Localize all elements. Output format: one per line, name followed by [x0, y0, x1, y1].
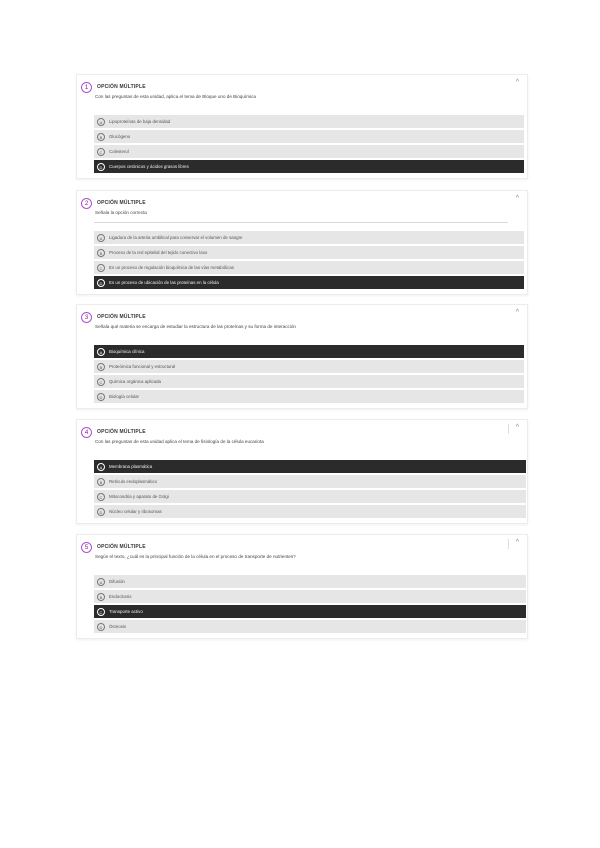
collapse-chevron-icon[interactable]: ^ [515, 424, 519, 431]
collapse-chevron-icon[interactable]: ^ [515, 539, 519, 546]
option-b[interactable] [94, 475, 526, 488]
option-letter-icon: A [97, 578, 105, 586]
option-d[interactable] [94, 505, 526, 518]
option-label: Endocitosis [109, 594, 132, 599]
divider [94, 222, 508, 223]
question-text: Señala qué materia se encarga de estudiar la estructura de las proteínas y su forma de interacción [95, 324, 296, 329]
options-list [94, 575, 526, 635]
collapse-chevron-icon[interactable]: ^ [515, 79, 519, 86]
option-d[interactable] [94, 276, 524, 289]
question-type-title: OPCIÓN MÚLTIPLE [97, 200, 146, 206]
option-letter-icon: C [97, 378, 105, 386]
question-text: Con las preguntas de esta unidad aplica el tema de fisiología de la célula eucariota [95, 439, 264, 444]
option-letter-icon: C [97, 493, 105, 501]
option-label: Núcleo celular y ribosomas [109, 509, 162, 514]
option-letter-icon: D [97, 393, 105, 401]
header-separator [508, 424, 509, 434]
option-letter-icon: B [97, 133, 105, 141]
question-type-title: OPCIÓN MÚLTIPLE [97, 314, 146, 320]
option-b[interactable] [94, 130, 524, 143]
option-c[interactable] [94, 375, 524, 388]
option-label: Membrana plasmática [109, 464, 153, 469]
option-letter-icon: D [97, 279, 105, 287]
question-type-title: OPCIÓN MÚLTIPLE [97, 84, 146, 90]
option-label: Mitocondria y aparato de Golgi [109, 494, 169, 499]
option-label: Es un proceso de regulación bioquímica de las vías metabólicas [109, 265, 234, 270]
option-d[interactable] [94, 160, 524, 173]
option-letter-icon: B [97, 478, 105, 486]
option-letter-icon: C [97, 608, 105, 616]
option-letter-icon: A [97, 118, 105, 126]
option-b[interactable] [94, 246, 524, 259]
question-header [81, 425, 146, 439]
option-label: Colesterol [109, 149, 129, 154]
question-text: Con las preguntas de esta unidad, aplica el tema de Bloque uno de Bioquímica [95, 94, 256, 99]
header-separator [508, 539, 509, 549]
option-letter-icon: C [97, 264, 105, 272]
question-card-1 [76, 74, 528, 179]
question-header [81, 310, 146, 324]
option-letter-icon: D [97, 508, 105, 516]
question-header [81, 80, 146, 94]
question-number-badge: 5 [81, 542, 92, 553]
collapse-chevron-icon[interactable]: ^ [515, 195, 519, 202]
option-b[interactable] [94, 590, 526, 603]
option-letter-icon: A [97, 234, 105, 242]
question-header [81, 196, 146, 210]
option-label: Transporte activo [109, 609, 143, 614]
option-letter-icon: A [97, 463, 105, 471]
option-label: Es un proceso de ubicación de las proteínas en la célula [109, 280, 219, 285]
options-list [94, 115, 524, 175]
option-letter-icon: C [97, 148, 105, 156]
option-a[interactable] [94, 231, 524, 244]
option-c[interactable] [94, 490, 526, 503]
question-number-badge: 3 [81, 312, 92, 323]
question-type-title: OPCIÓN MÚLTIPLE [97, 544, 146, 550]
question-number-badge: 4 [81, 427, 92, 438]
option-label: Proteómica funcional y estructural [109, 364, 176, 369]
option-letter-icon: D [97, 163, 105, 171]
options-list [94, 345, 524, 405]
option-letter-icon: D [97, 623, 105, 631]
question-text: Según el texto, ¿cuál es la principal función de la célula en el proceso de transporte de nutrientes? [95, 554, 296, 559]
options-list [94, 231, 524, 291]
option-a[interactable] [94, 575, 526, 588]
question-header [81, 540, 146, 554]
option-d[interactable] [94, 390, 524, 403]
option-a[interactable] [94, 460, 526, 473]
option-letter-icon: B [97, 363, 105, 371]
option-c[interactable] [94, 145, 524, 158]
option-c[interactable] [94, 605, 526, 618]
option-label: Ósmosis [109, 624, 127, 629]
question-card-3 [76, 304, 528, 409]
question-number-badge: 2 [81, 198, 92, 209]
question-card-2 [76, 190, 528, 295]
option-label: Proceso de la red epitelial del tejido conectivo laxo [109, 250, 208, 255]
option-label: Biología celular [109, 394, 140, 399]
option-label: Lipoproteínas de baja densidad [109, 119, 171, 124]
option-c[interactable] [94, 261, 524, 274]
options-list [94, 460, 526, 520]
option-label: Química orgánica aplicada [109, 379, 161, 384]
question-number-badge: 1 [81, 82, 92, 93]
option-d[interactable] [94, 620, 526, 633]
option-a[interactable] [94, 345, 524, 358]
option-label: Ligadura de la arteria umbilical para conservar el volumen de sangre [109, 235, 243, 240]
option-letter-icon: B [97, 593, 105, 601]
question-type-title: OPCIÓN MÚLTIPLE [97, 429, 146, 435]
option-a[interactable] [94, 115, 524, 128]
option-label: Retículo endoplasmático [109, 479, 158, 484]
option-label: Bioquímica clínica [109, 349, 145, 354]
option-letter-icon: B [97, 249, 105, 257]
option-b[interactable] [94, 360, 524, 373]
option-letter-icon: A [97, 348, 105, 356]
option-label: Cuerpos cetónicos y ácidos grasos libres [109, 164, 189, 169]
collapse-chevron-icon[interactable]: ^ [515, 309, 519, 316]
option-label: Glucógeno [109, 134, 131, 139]
question-card-4 [76, 419, 528, 524]
option-label: Difusión [109, 579, 125, 584]
question-card-5 [76, 534, 528, 639]
question-text: Señala la opción correcta [95, 210, 147, 215]
